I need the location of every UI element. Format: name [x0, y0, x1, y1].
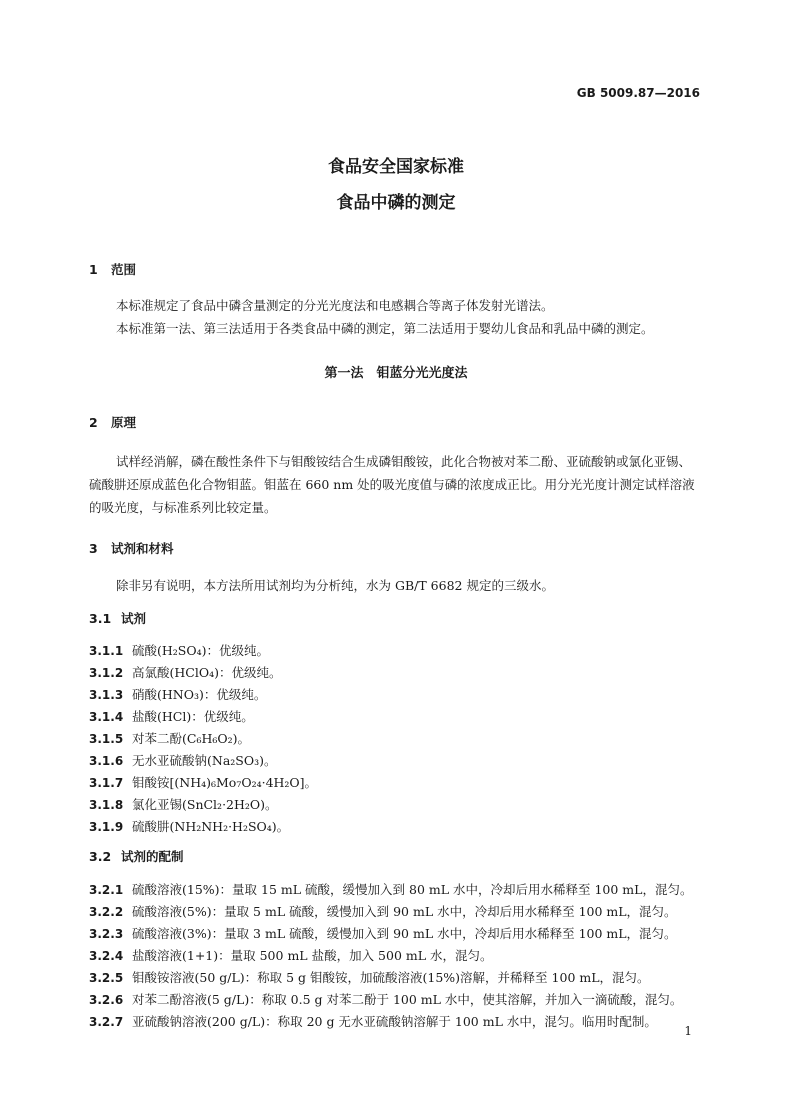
paragraph: 试样经消解，磷在酸性条件下与钼酸铵结合生成磷钼酸铵，此化合物被对苯二酚、亚硫酸钠或氯化亚锡、硫酸肼还原成蓝色化合物钼蓝。钼蓝在 660 nm 处的吸光度值与磷的浓度成正比。用分光光度计测定试样溶液的吸光度，与标准系列比较定量。 [89, 454, 695, 515]
paragraph: 本标准第一法、第三法适用于各类食品中磷的测定，第二法适用于婴幼儿食品和乳品中磷的测定。 [116, 321, 654, 336]
list-item [89, 817, 289, 835]
item-text: 硫酸溶液(3%)：量取 3 mL 硫酸，缓慢加入到 90 mL 水中，冷却后用水稀释至 100 mL，混匀。 [132, 926, 677, 941]
item-text: 高氯酸(HClO₄)：优级纯。 [132, 665, 282, 680]
list-item [89, 968, 650, 986]
list-item [89, 902, 677, 920]
list-item [89, 663, 281, 681]
paragraph: 除非另有说明，本方法所用试剂均为分析纯，水为 GB/T 6682 规定的三级水。 [116, 578, 554, 593]
list-item [89, 751, 276, 769]
item-number: 3.1.2 [89, 666, 124, 680]
item-text: 硫酸溶液(5%)：量取 5 mL 硫酸，缓慢加入到 90 mL 水中，冷却后用水稀释至 100 mL，混匀。 [132, 904, 677, 919]
item-text: 硫酸溶液(15%)：量取 15 mL 硫酸，缓慢加入到 80 mL 水中，冷却后用水稀释至 100 mL，混匀。 [132, 882, 693, 897]
doc-title-line2: 食品中磷的测定 [336, 193, 456, 213]
list-item [89, 946, 493, 964]
paragraph: 本标准规定了食品中磷含量测定的分光光度法和电感耦合等离子体发射光谱法。 [116, 298, 554, 313]
section-number: 3 [89, 541, 98, 556]
method-heading: 第一法 钼蓝分光光度法 [324, 366, 468, 381]
item-text: 钼酸铵[(NH₄)₆Mo₇O₂₄·4H₂O]。 [132, 775, 318, 790]
item-number: 3.1.8 [89, 798, 124, 812]
section-number: 2 [89, 415, 98, 430]
item-text: 对苯二酚(C₆H₆O₂)。 [132, 731, 250, 746]
item-number: 3.1.7 [89, 776, 124, 790]
list-item [89, 1012, 657, 1030]
item-number: 3.2.3 [89, 927, 124, 941]
item-text: 盐酸(HCl)：优级纯。 [132, 709, 254, 724]
item-text: 钼酸铵溶液(50 g/L)：称取 5 g 钼酸铵，加硫酸溶液(15%)溶解，并稀释至 100 mL，混匀。 [132, 970, 650, 985]
list-item [89, 773, 317, 791]
item-text: 亚硫酸钠溶液(200 g/L)：称取 20 g 无水亚硫酸钠溶解于 100 mL 水中，混匀。临用时配制。 [132, 1014, 657, 1029]
list-item [89, 707, 254, 725]
section-title: 试剂和材料 [111, 541, 174, 556]
section-3-1-heading [89, 609, 146, 627]
section-title: 范围 [111, 262, 137, 277]
section-title: 原理 [111, 415, 137, 430]
section-2-heading [89, 413, 136, 431]
section-3-heading [89, 539, 174, 557]
list-item [89, 685, 266, 703]
item-number: 3.1.5 [89, 732, 124, 746]
list-item [89, 880, 692, 898]
item-number: 3.2.4 [89, 949, 124, 963]
standard-number: GB 5009.87—2016 [576, 86, 700, 100]
list-item [89, 990, 682, 1008]
section-number: 1 [89, 262, 98, 277]
item-text: 氯化亚锡(SnCl₂·2H₂O)。 [132, 797, 278, 812]
item-number: 3.1.9 [89, 820, 124, 834]
section-number: 3.2 [89, 849, 112, 864]
list-item [89, 729, 250, 747]
item-number: 3.2.1 [89, 883, 124, 897]
item-text: 硝酸(HNO₃)：优级纯。 [132, 687, 267, 702]
item-text: 硫酸肼(NH₂NH₂·H₂SO₄)。 [132, 819, 290, 834]
item-number: 3.1.3 [89, 688, 124, 702]
item-text: 对苯二酚溶液(5 g/L)：称取 0.5 g 对苯二酚于 100 mL 水中，使其溶解，并加入一滴硫酸，混匀。 [132, 992, 683, 1007]
section-3-2-heading [89, 847, 184, 865]
list-item [89, 641, 269, 659]
list-item [89, 924, 677, 942]
section-1-heading [89, 260, 136, 278]
doc-title-line1: 食品安全国家标准 [328, 157, 464, 177]
section-title: 试剂的配制 [121, 849, 184, 864]
item-text: 硫酸(H₂SO₄)：优级纯。 [132, 643, 269, 658]
item-number: 3.2.7 [89, 1015, 124, 1029]
item-number: 3.2.5 [89, 971, 124, 985]
list-item [89, 795, 278, 813]
item-text: 无水亚硫酸钠(Na₂SO₃)。 [132, 753, 277, 768]
item-text: 盐酸溶液(1+1)：量取 500 mL 盐酸，加入 500 mL 水，混匀。 [132, 948, 493, 963]
item-number: 3.2.2 [89, 905, 124, 919]
page-number: 1 [684, 1024, 692, 1038]
item-number: 3.1.1 [89, 644, 124, 658]
item-number: 3.2.6 [89, 993, 124, 1007]
item-number: 3.1.6 [89, 754, 124, 768]
section-number: 3.1 [89, 611, 112, 626]
section-title: 试剂 [121, 611, 147, 626]
item-number: 3.1.4 [89, 710, 124, 724]
